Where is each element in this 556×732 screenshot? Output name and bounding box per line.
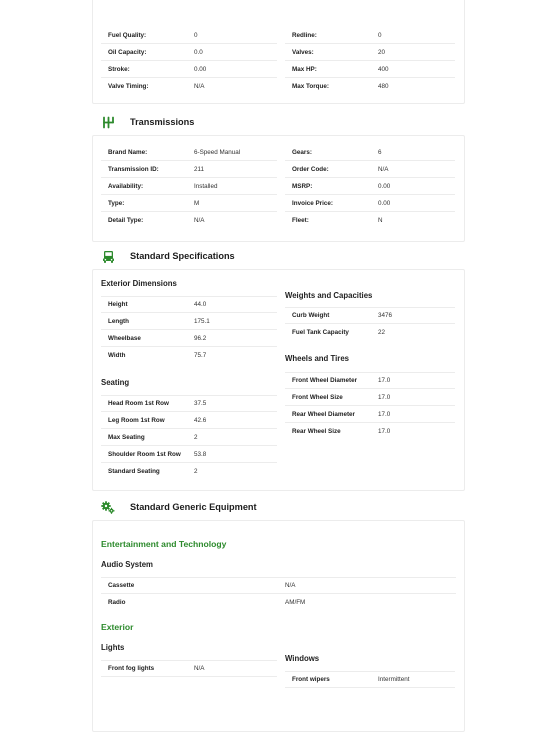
spec-label: Gears: xyxy=(292,148,312,156)
table-row xyxy=(101,412,277,429)
table-row xyxy=(101,446,277,463)
spec-value: N xyxy=(378,217,383,224)
table-row xyxy=(285,178,455,195)
spec-value: 17.0 xyxy=(378,377,391,384)
table-row xyxy=(285,406,455,423)
spec-value: N/A xyxy=(194,83,205,90)
spec-value: 0.00 xyxy=(378,182,391,190)
table-row xyxy=(101,296,277,313)
spec-value: M xyxy=(194,199,200,207)
weights-capacities-title: Weights and Capacities xyxy=(285,291,373,300)
spec-label: Curb Weight xyxy=(292,312,330,319)
table-row xyxy=(101,594,456,611)
spec-label: Front Wheel Diameter xyxy=(292,377,358,384)
spec-label: Availability: xyxy=(108,182,144,190)
section-title: Standard Specifications xyxy=(130,251,235,261)
spec-value: 37.5 xyxy=(194,400,207,407)
spec-label: Order Code: xyxy=(292,165,329,173)
spec-label: Length xyxy=(108,317,129,325)
spec-label: Cassette xyxy=(108,582,135,589)
spec-value: 0.00 xyxy=(194,65,207,73)
spec-value: 480 xyxy=(378,83,389,90)
generic-equipment-header xyxy=(92,494,464,520)
spec-value: 17.0 xyxy=(378,428,391,435)
generic-equipment-card xyxy=(92,520,465,732)
spec-value: 6-Speed Manual xyxy=(194,148,241,156)
spec-value: Intermittent xyxy=(378,676,410,683)
entertainment-title: Entertainment and Technology xyxy=(101,539,227,549)
exterior-title: Exterior xyxy=(101,622,134,632)
engine-card xyxy=(92,0,465,104)
spec-label: Front Wheel Size xyxy=(292,393,343,401)
spec-label: Fuel Tank Capacity xyxy=(292,329,349,336)
spec-value: Installed xyxy=(194,182,218,190)
windows-title: Windows xyxy=(285,654,320,663)
table-row xyxy=(285,195,455,212)
seating-title: Seating xyxy=(101,378,130,387)
spec-label: Transmission ID: xyxy=(108,165,159,173)
spec-value: 42.6 xyxy=(194,416,207,424)
spec-value: 44.0 xyxy=(194,301,207,308)
spec-value: 75.7 xyxy=(194,352,207,359)
table-row xyxy=(101,195,277,212)
spec-value: N/A xyxy=(378,165,389,173)
spec-label: Rear Wheel Size xyxy=(292,428,341,435)
table-row xyxy=(101,144,277,161)
table-row xyxy=(285,27,455,44)
standard-specs-card xyxy=(92,269,465,491)
table-row xyxy=(285,307,455,324)
section-title: Transmissions xyxy=(130,117,195,127)
spec-value: 0.0 xyxy=(194,48,203,56)
spec-value: 20 xyxy=(378,48,386,56)
spec-label: Type: xyxy=(108,199,125,207)
spec-label: Max HP: xyxy=(292,65,317,73)
spec-label: Redline: xyxy=(292,31,317,39)
audio-system-title: Audio System xyxy=(101,560,153,569)
transmissions-header xyxy=(92,109,464,135)
table-row xyxy=(101,330,277,347)
spec-value: 211 xyxy=(194,165,205,173)
spec-label: Front wipers xyxy=(292,676,330,683)
spec-value: 53.8 xyxy=(194,450,207,458)
table-row xyxy=(101,61,277,78)
gears-icon xyxy=(94,501,122,514)
car-icon xyxy=(94,250,122,263)
spec-label: Fuel Quality: xyxy=(108,31,147,39)
spec-label: Brand Name: xyxy=(108,148,148,156)
spec-value: N/A xyxy=(285,582,296,589)
spec-label: Height xyxy=(108,301,128,308)
spec-label: Head Room 1st Row xyxy=(108,400,169,407)
spec-value: 17.0 xyxy=(378,410,391,418)
wheels-tires-title: Wheels and Tires xyxy=(285,354,349,363)
table-row xyxy=(285,161,455,178)
exterior-dimensions-title: Exterior Dimensions xyxy=(101,279,177,288)
spec-label: Shoulder Room 1st Row xyxy=(108,450,181,458)
spec-value: 96.2 xyxy=(194,334,207,342)
table-row xyxy=(285,212,455,229)
spec-label: Oil Capacity: xyxy=(108,48,147,56)
spec-label: Invoice Price: xyxy=(292,199,333,207)
table-row xyxy=(101,429,277,446)
spec-value: 400 xyxy=(378,65,389,73)
table-row xyxy=(285,372,455,389)
table-row xyxy=(285,78,455,95)
spec-label: Standard Seating xyxy=(108,468,160,475)
table-row xyxy=(101,27,277,44)
standard-specs-header xyxy=(92,243,464,269)
section-title: Standard Generic Equipment xyxy=(130,502,257,512)
spec-value: N/A xyxy=(194,665,205,672)
spec-label: Front fog lights xyxy=(108,665,155,672)
spec-value: 0.00 xyxy=(378,199,391,207)
spec-label: Radio xyxy=(108,599,126,606)
gear-shift-icon xyxy=(94,116,122,129)
table-row xyxy=(101,660,277,677)
table-row xyxy=(101,44,277,61)
table-row xyxy=(101,212,277,229)
spec-label: Valve Timing: xyxy=(108,83,149,90)
table-row xyxy=(101,78,277,95)
spec-value: 22 xyxy=(378,329,386,336)
transmissions-card xyxy=(92,135,465,242)
spec-value: AM/FM xyxy=(285,599,306,606)
table-row xyxy=(101,347,277,364)
spec-value: N/A xyxy=(194,217,205,224)
spec-value: 2 xyxy=(194,468,198,475)
table-row xyxy=(101,161,277,178)
spec-value: 175.1 xyxy=(194,317,210,325)
spec-label: Valves: xyxy=(292,48,314,56)
lights-title: Lights xyxy=(101,643,125,652)
spec-value: 2 xyxy=(194,433,198,441)
spec-label: Leg Room 1st Row xyxy=(108,416,165,424)
table-row xyxy=(285,389,455,406)
spec-label: Max Seating xyxy=(108,433,145,441)
spec-label: Stroke: xyxy=(108,65,130,73)
spec-value: 3476 xyxy=(378,312,393,319)
table-row xyxy=(285,61,455,78)
table-row xyxy=(101,313,277,330)
spec-value: 0 xyxy=(378,31,382,39)
spec-label: Fleet: xyxy=(292,217,309,224)
table-row xyxy=(101,577,456,594)
table-row xyxy=(285,423,455,440)
spec-label: Max Torque: xyxy=(292,83,329,90)
spec-label: Detail Type: xyxy=(108,217,144,224)
spec-label: Wheelbase xyxy=(108,334,141,342)
spec-value: 0 xyxy=(194,31,198,39)
vehicle-detail-page xyxy=(92,0,464,720)
table-row xyxy=(101,178,277,195)
spec-label: MSRP: xyxy=(292,182,313,190)
spec-value: 17.0 xyxy=(378,393,391,401)
table-row xyxy=(101,395,277,412)
table-row xyxy=(285,144,455,161)
spec-label: Width xyxy=(108,352,126,359)
spec-value: 6 xyxy=(378,148,382,156)
table-row xyxy=(285,44,455,61)
table-row xyxy=(101,463,277,480)
table-row xyxy=(285,324,455,341)
spec-label: Rear Wheel Diameter xyxy=(292,410,355,418)
table-row xyxy=(285,671,455,688)
